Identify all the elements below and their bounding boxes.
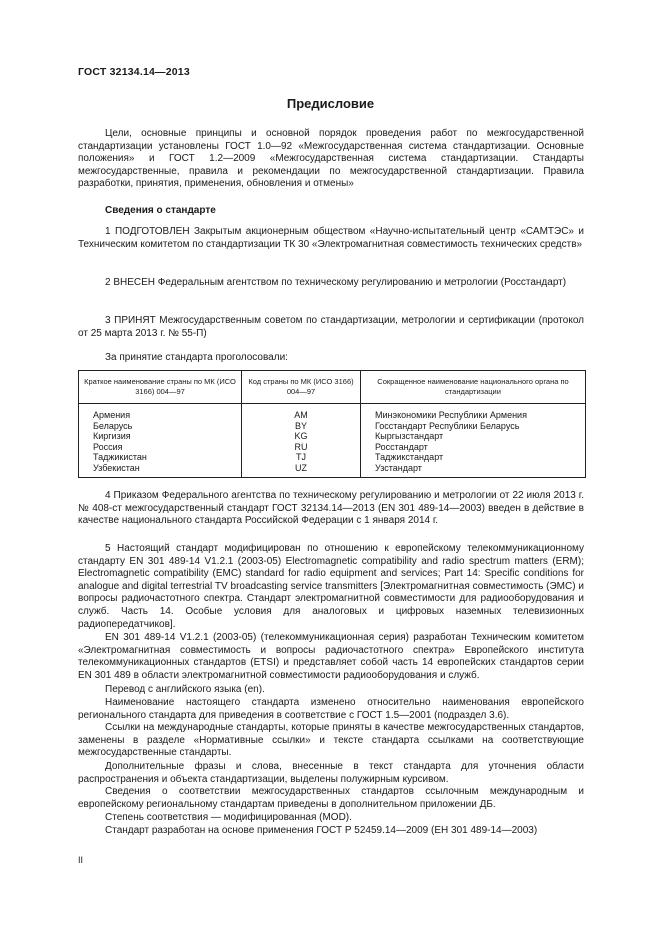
table-row bbox=[79, 431, 586, 442]
table-header-code: Код страны по МК (ИСО 3166) 004—97 bbox=[242, 371, 361, 404]
code-cell: AM bbox=[242, 404, 361, 421]
table-row bbox=[79, 404, 586, 421]
table-row bbox=[79, 452, 586, 463]
table-header-row bbox=[79, 371, 586, 404]
table-row bbox=[79, 442, 586, 453]
section-heading: Сведения о стандарте bbox=[105, 205, 216, 216]
page-number: II bbox=[78, 855, 84, 865]
vote-intro: За принятие стандарта проголосовали: bbox=[105, 352, 288, 363]
item-3: 3 ПРИНЯТ Межгосударственным советом по стандартизации, метрологии и сертификации (протокол от 25 марта 2013 г. № 55-П) bbox=[78, 315, 584, 339]
body-cell: Таджикстандарт bbox=[361, 452, 586, 463]
item-5: 5 Настоящий стандарт модифицирован по отношению к европейскому телекоммуникационному стандарту EN 301 489-14 V1.2.1 (2003-05) Electromagnetic compatibility and radio spectrum matters (ERM); Electromagnetic compatibility (EMC) standard for radio equipment and services; Part 14: Specific conditions for analogue and digital terrestrial TV broadcasting service transmitters [Электромагнитная совместимость (ЭМС) и вопросы радиочастотного спектра. Стандарт электромагнитной совместимости для радиооборудования и служб. Часть 14. Особые условия для аналоговых и цифровых наземных телевизионных радиопередатчиков]. bbox=[78, 543, 584, 630]
body-cell: Кыргызстандарт bbox=[361, 431, 586, 442]
paragraph-based-on: Стандарт разработан на основе применения ГОСТ Р 52459.14—2009 (ЕН 301 489-14—2003) bbox=[105, 825, 538, 836]
paragraph-references: Ссылки на международные стандарты, которые приняты в качестве межгосударственных стандартов, заменены в разделе «Нормативные ссылки» и тексте стандарта ссылками на соответствующие межгосударственные стандарты. bbox=[78, 722, 584, 759]
code-cell: UZ bbox=[242, 463, 361, 477]
paragraph-translation: Перевод с английского языка (en). bbox=[105, 684, 265, 695]
code-cell: RU bbox=[242, 442, 361, 453]
item-4: 4 Приказом Федерального агентства по техническому регулированию и метрологии от 22 июля 2013 г. № 408-ст межгосударственный стандарт ГОСТ 32134.14—2013 (EN 301 489-14—2003) введен в действие в качестве национального стандарта Российской Федерации с 1 января 2014 г. bbox=[78, 490, 584, 527]
code-cell: KG bbox=[242, 431, 361, 442]
table-header-country: Краткое наименование страны по МК (ИСО 3166) 004—97 bbox=[79, 371, 242, 404]
table-row bbox=[79, 463, 586, 477]
paragraph-phrases: Дополнительные фразы и слова, внесенные в текст стандарта для уточнения области распространения и объекта стандартизации, выделены полужирным курсивом. bbox=[78, 761, 584, 785]
intro-paragraph: Цели, основные принципы и основной порядок проведения работ по межгосударственной стандартизации установлены ГОСТ 1.0—92 «Межгосударственная система стандартизации. Основные положения» и ГОСТ 1.2—2009 «Межгосударственная система стандартизации. Стандарты межгосударственные, правила и рекомендации по межгосударственной стандартизации. Правила разработки, принятия, применения, обновления и отмены» bbox=[78, 128, 584, 190]
code-cell: BY bbox=[242, 421, 361, 432]
country-cell: Беларусь bbox=[79, 421, 242, 432]
voting-table bbox=[78, 370, 586, 478]
table-header-body: Сокращенное наименование национального органа по стандартизации bbox=[361, 371, 586, 404]
table-row bbox=[79, 421, 586, 432]
paragraph-degree: Степень соответствия — модифицированная (MOD). bbox=[105, 812, 352, 823]
country-cell: Таджикистан bbox=[79, 452, 242, 463]
country-cell: Россия bbox=[79, 442, 242, 453]
item-2: 2 ВНЕСЕН Федеральным агентством по техническому регулированию и метрологии (Росстандарт) bbox=[105, 277, 567, 288]
code-cell: TJ bbox=[242, 452, 361, 463]
body-cell: Узстандарт bbox=[361, 463, 586, 477]
paragraph-name: Наименование настоящего стандарта изменено относительно наименования европейского регионального стандарта для приведения в соответствие с ГОСТ 1.5—2001 (подраздел 3.6). bbox=[78, 697, 584, 721]
item-1: 1 ПОДГОТОВЛЕН Закрытым акционерным обществом «Научно-испытательный центр «САМТЭС» и Техническим комитетом по стандартизации ТК 30 «Электромагнитная совместимость технических средств» bbox=[78, 226, 584, 250]
page-title: Предисловие bbox=[286, 96, 375, 111]
country-cell: Узбекистан bbox=[79, 463, 242, 477]
body-cell: Госстандарт Республики Беларусь bbox=[361, 421, 586, 432]
document-header: ГОСТ 32134.14—2013 bbox=[78, 66, 190, 78]
paragraph-en: EN 301 489-14 V1.2.1 (2003-05) (телекоммуникационная серия) разработан Техническим комитетом «Электромагнитная совместимость и вопросы радиочастотного спектра» Европейского института телекоммуникационных стандартов (ETSI) и представляет собой часть 14 европейских стандартов серии EN 301 489 в области электромагнитной совместимости радиооборудования и служб. bbox=[78, 632, 584, 681]
country-cell: Киргизия bbox=[79, 431, 242, 442]
body-cell: Росстандарт bbox=[361, 442, 586, 453]
paragraph-info: Сведения о соответствии межгосударственных стандартов ссылочным международным и европейскому региональному стандартам приведены в дополнительном приложении ДБ. bbox=[78, 786, 584, 810]
country-cell: Армения bbox=[79, 404, 242, 421]
body-cell: Минэкономики Республики Армения bbox=[361, 404, 586, 421]
